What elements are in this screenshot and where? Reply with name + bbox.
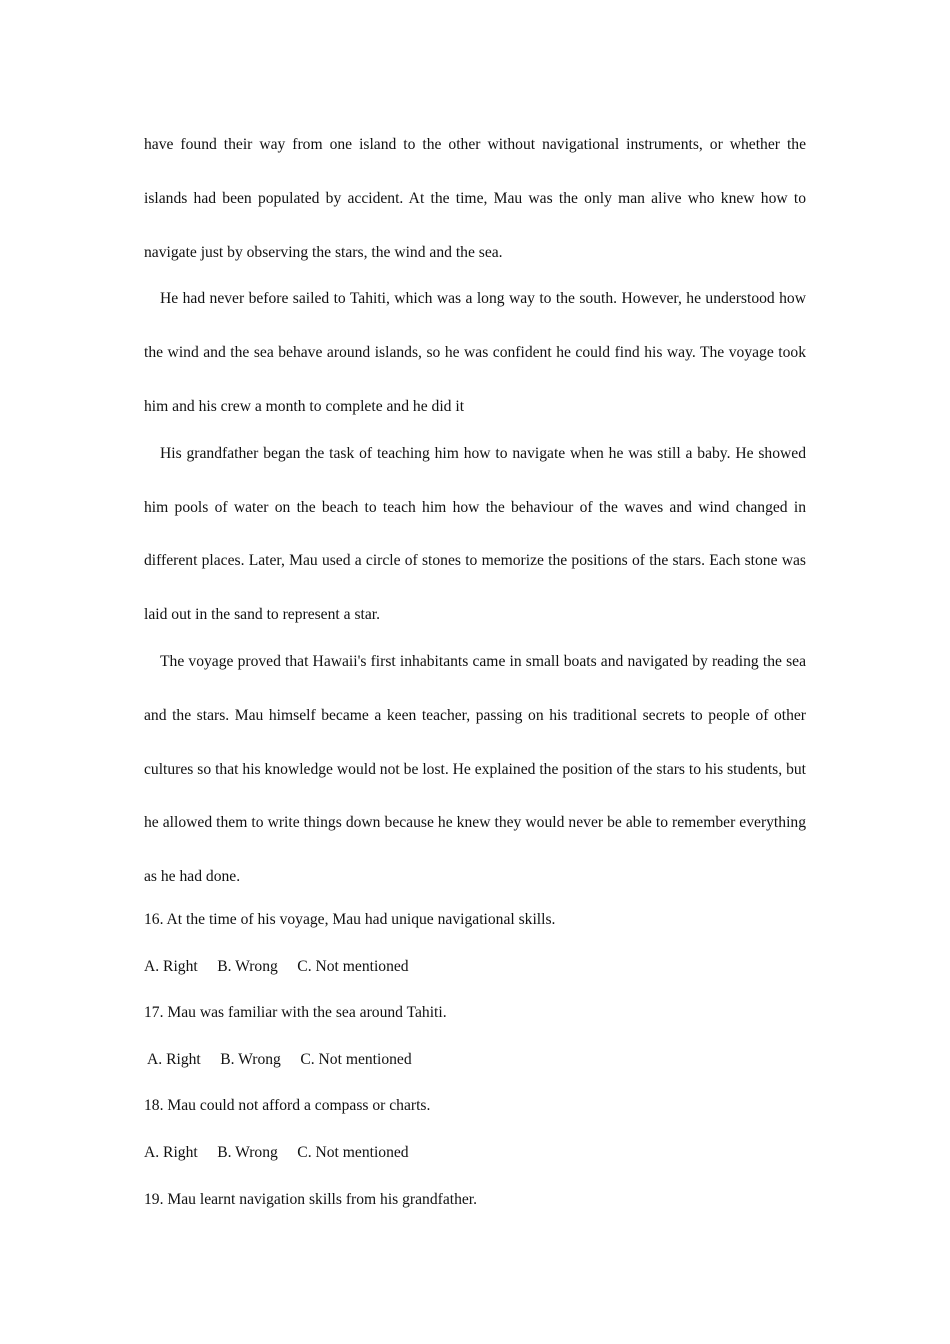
question-18-options: A. Right B. Wrong C. Not mentioned [144, 1143, 409, 1161]
question-17-options: A. Right B. Wrong C. Not mentioned [144, 1050, 412, 1068]
document-page [144, 118, 806, 1223]
question-19: 19. Mau learnt navigation skills from his grandfather. [144, 1190, 478, 1208]
question-17: 17. Mau was familiar with the sea around Tahiti. [144, 1004, 447, 1022]
question-16: 16. At the time of his voyage, Mau had unique navigational skills. [144, 910, 556, 928]
question-18: 18. Mau could not afford a compass or charts. [144, 1097, 431, 1115]
passage-paragraph-4: The voyage proved that Hawaii's first inhabitants came in small boats and navigated by reading the sea and the stars. Mau himself became a keen teacher, passing on his traditional secrets to people of other cultures so that his knowledge would not be lost. He explained the position of the stars to his students, but he allowed them to write things down because he knew they would never be able to remember everything as he had done. [144, 652, 806, 886]
passage-paragraph-3: His grandfather began the task of teaching him how to navigate when he was still a baby. He showed him pools of water on the beach to teach him how the behaviour of the waves and wind changed in different places. Later, Mau used a circle of stones to memorize the positions of the stars. Each stone was laid out in the sand to represent a star. [144, 444, 806, 624]
question-16-options: A. Right B. Wrong C. Not mentioned [144, 957, 409, 975]
passage-paragraph-2: He had never before sailed to Tahiti, which was a long way to the south. However, he understood how the wind and the sea behave around islands, so he was confident he could find his way. The voyage took him and his crew a month to complete and he did it [144, 290, 806, 415]
passage-paragraph-1: have found their way from one island to the other without navigational instruments, or whether the islands had been populated by accident. At the time, Mau was the only man alive who knew how to navigate just by observing the stars, the wind and the sea. [144, 136, 806, 261]
